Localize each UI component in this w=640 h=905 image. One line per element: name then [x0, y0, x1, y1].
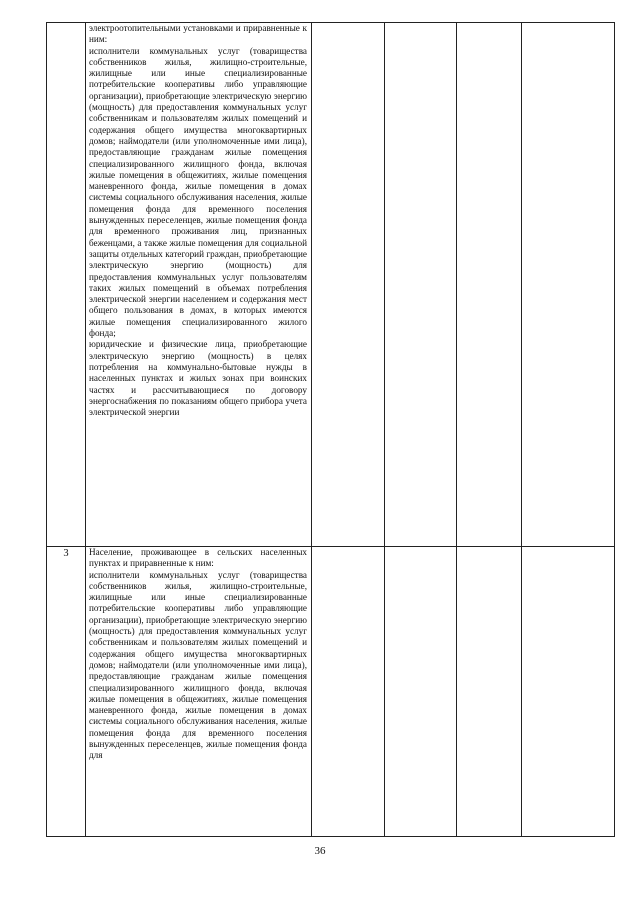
tariff-table-sheet: [46, 22, 608, 836]
description-paragraph: электроотопительными установками и приравненные к ним:: [89, 23, 307, 45]
row-number-cell: [47, 547, 86, 837]
description-paragraph: Население, проживающее в сельских населенных пунктах и приравненные к ним:: [89, 547, 307, 569]
consumer-description: [86, 23, 311, 418]
empty-cell: [312, 23, 385, 547]
row-number-cell: [47, 23, 86, 547]
description-paragraph: исполнители коммунальных услуг (товарищества собственников жилья, жилищно-строительные, жилищные или иные специализированные потребительские кооперативы либо управляющие организации), приобретающие электрическую энергию (мощность) для предоставления коммунальных услуг собственникам и пользователям жилых помещений и содержания общего имущества многоквартирных домов; наймодатели (или уполномоченные ими лица), предоставляющие гражданам жилые помещения специализированного жилищного фонда, включая жилые помещения в общежитиях, жилые помещения маневренного фонда, жилые помещения в домах системы социального обслуживания населения, жилые помещения фонда для временного поселения вынужденных переселенцев, жилые помещения фонда для: [89, 569, 307, 761]
empty-cell: [522, 23, 615, 547]
empty-cell: [312, 547, 385, 837]
description-paragraph: исполнители коммунальных услуг (товарищества собственников жилья, жилищно-строительные, жилищные или иные специализированные потребительские кооперативы либо управляющие организации), приобретающие электрическую энергию (мощность) для предоставления коммунальных услуг собственникам и пользователям жилых помещений и содержания общего имущества многоквартирных домов; наймодатели (или уполномоченные ими лица), предоставляющие гражданам жилые помещения специализированного жилищного фонда, включая жилые помещения в общежитиях, жилые помещения маневренного фонда, жилые помещения в домах системы социального обслуживания населения, жилые помещения фонда для временного поселения вынужденных переселенцев, жилые помещения фонда для временного проживания лиц, признанных беженцами, а также жилые помещения для социальной защиты отдельных категорий граждан, приобретающие электрическую энергию (мощность) для предоставления коммунальных услуг пользователям таких жилых помещений в объемах потребления электрической энергии населением и содержания мест общего пользования в домах, в которых имеются жилые помещения специализированного жилого фонда;: [89, 45, 307, 339]
consumer-description: [86, 547, 311, 836]
row-number: [47, 23, 85, 24]
description-paragraph: юридические и физические лица, приобретающие электрическую энергию (мощность) в целях потребления на коммунально-бытовые нужды в населенных пунктах и жилых зонах при воинских частях и рассчитывающиеся по договору энергоснабжения по показаниям общего прибора учета электрической энергии: [89, 339, 307, 418]
tariff-table: [46, 22, 615, 837]
row-number: 3: [63, 548, 69, 559]
empty-cell: [385, 547, 457, 837]
empty-cell: [522, 547, 615, 837]
consumer-description-cell: [86, 23, 312, 547]
page-number: 36: [314, 845, 326, 857]
table-row: [47, 23, 615, 547]
empty-cell: [457, 23, 522, 547]
table-row: [47, 547, 615, 837]
consumer-description-cell: [86, 547, 312, 837]
empty-cell: [457, 547, 522, 837]
empty-cell: [385, 23, 457, 547]
